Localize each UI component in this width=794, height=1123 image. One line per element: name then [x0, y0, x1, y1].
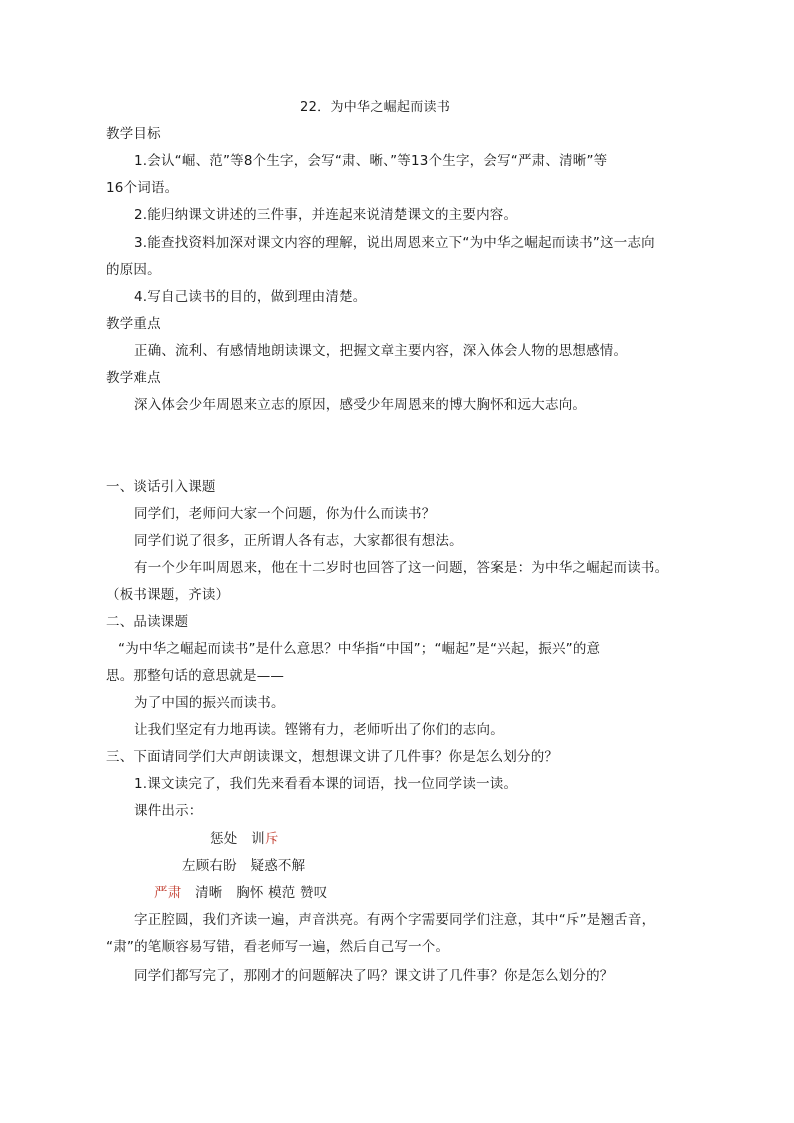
goals-heading: 教学目标	[106, 126, 161, 142]
difficulty-text: 深入体会少年周恩来立志的原因，感受少年周恩来的博大胸怀和远大志向。	[134, 397, 587, 413]
part-1-paragraph-3: 有一个少年叫周恩来，他在十二岁时也回答了这一问题，答案是：为中华之崛起而读书。	[134, 560, 669, 576]
word-yansu-highlight-2: 肃	[167, 885, 182, 901]
goal-1-line-2: 16个词语。	[106, 180, 179, 196]
word-yansu-highlight-1: 严	[154, 885, 168, 901]
goal-3-line-1: 3.能查找资料加深对课文内容的理解，说出周恩来立下“为中华之崛起而读书”这一志向	[134, 235, 655, 251]
part-1-paragraph-4: （板书课题，齐读）	[106, 587, 230, 603]
word-chengchu: 惩处	[210, 831, 238, 847]
goal-3-line-2: 的原因。	[106, 262, 161, 278]
part-1-heading: 一、谈话引入课题	[106, 479, 216, 495]
part-2-paragraph-1-line-1: “为中华之崛起而读书”是什么意思？中华指“中国”；“崛起”是“兴起，振兴”的意	[118, 641, 601, 657]
word-list-row-1	[210, 830, 279, 848]
word-list-row-3	[154, 884, 327, 902]
goal-2: 2.能归纳课文讲述的三件事，并连起来说清楚课文的主要内容。	[134, 207, 518, 223]
part-3-paragraph-3-line-2: “肃”的笔顺容易写错，看老师写一遍，然后自己写一个。	[106, 939, 450, 955]
difficulty-heading: 教学难点	[106, 370, 161, 386]
word-xunchi-highlight: 斥	[264, 831, 279, 847]
goal-1-line-1: 1.会认“崛、范”等8个生字，会写“肃、晰、”等13个生字，会写“严肃、清晰”等	[134, 153, 608, 169]
word-list-row-3-rest: 清晰 胸怀 模范 赞叹	[181, 885, 328, 901]
part-3-heading: 三、下面请同学们大声朗读课文，想想课文讲了几件事？你是怎么划分的？	[106, 749, 559, 765]
part-1-paragraph-1: 同学们，老师问大家一个问题，你为什么而读书？	[134, 506, 436, 522]
part-3-paragraph-3-line-1: 字正腔圆，我们齐读一遍，声音洪亮。有两个字需要同学们注意，其中“斥”是翘舌音，	[134, 912, 656, 928]
part-3-paragraph-2: 课件出示：	[134, 803, 203, 819]
word-list-row-2: 左顾右盼 疑惑不解	[182, 858, 306, 874]
goal-4: 4.写自己读书的目的，做到理由清楚。	[134, 289, 367, 305]
part-2-paragraph-2: 为了中国的振兴而读书。	[134, 695, 285, 711]
part-1-paragraph-2: 同学们说了很多，正所谓人各有志，大家都很有想法。	[134, 533, 463, 549]
key-heading: 教学重点	[106, 316, 161, 332]
part-3-paragraph-4: 同学们都写完了，那刚才的问题解决了吗？课文讲了几件事？你是怎么划分的？	[134, 968, 614, 984]
key-text: 正确、流利、有感情地朗读课文，把握文章主要内容，深入体会人物的思想感情。	[134, 343, 628, 359]
word-xunchi-part-1: 训	[251, 831, 265, 847]
part-3-paragraph-1: 1.课文读完了，我们先来看看本课的词语，找一位同学读一读。	[134, 776, 518, 792]
document-title: 22．为中华之崛起而读书	[300, 100, 451, 115]
part-2-paragraph-1-line-2: 思。那整句话的意思就是——	[106, 668, 285, 684]
part-2-heading: 二、品读课题	[106, 614, 189, 630]
part-2-paragraph-3: 让我们坚定有力地再读。铿锵有力，老师听出了你们的志向。	[134, 722, 504, 738]
